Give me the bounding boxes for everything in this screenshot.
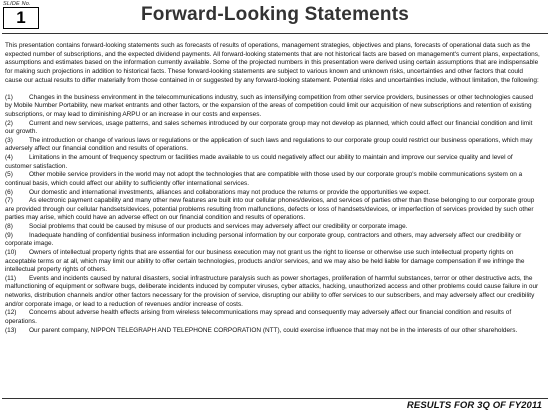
risk-item-number: (7) bbox=[5, 197, 13, 205]
disclaimer-body bbox=[5, 42, 540, 335]
risk-item-text: Current and new services, usage patterns, and sales schemes introduced by our corporate group may not develop as planned, which could affect our financial condition and limit our growth. bbox=[5, 119, 533, 136]
risk-item bbox=[5, 154, 540, 171]
risk-item-text: Owners of intellectual property rights that are essential for our business execution may not grant us the right to license or otherwise use such intellectual property rights on acceptable terms or at all, which may limit our ability to offer certain technologies, products and/or services, and we may also be held liable for damage compensation if we infringe the intellectual property rights of others. bbox=[5, 248, 525, 274]
risk-item-text: Concerns about adverse health effects arising from wireless telecommunications may spread and consequently may adversely affect our financial condition and results of operations. bbox=[5, 309, 512, 325]
risk-item bbox=[5, 137, 540, 154]
risk-item bbox=[5, 223, 540, 232]
risk-item-number: (6) bbox=[5, 188, 13, 196]
risk-item bbox=[5, 94, 540, 120]
risk-item-number: (1) bbox=[5, 93, 13, 101]
risk-item-text: The introduction or change of various laws or regulations or the application of such laws and regulations to our corporate group could restrict our business operations, which may adversely affect our financial condition and results of operations. bbox=[5, 136, 533, 153]
risk-item-number: (8) bbox=[5, 223, 13, 231]
intro-paragraph: This presentation contains forward-looking statements such as forecasts of results of operations, management strategies, objectives and plans, forecasts of operational data such as the expected number of subscriptions, and the expected dividend payments. All forward-looking statements that are not historical facts are based on management's current plans, expectations, assumptions and estimates based on the information currently available. Some of the projected numbers in this presentation were derived using certain assumptions that are indispensable for making such projections in addition to historical facts. These forward-looking statements are subject to various known and unknown risks, uncertainties and other factors that could cause our actual results to differ materially from those contained in or suggested by any forward-looking statement. Potential risks and uncertainties include, without limitation, the following: bbox=[5, 42, 540, 84]
risk-item-number: (10) bbox=[5, 248, 17, 256]
risk-item-text: Inadequate handling of confidential business information including personal information by our corporate group, contractors and others, may adversely affect our credibility or corporate image. bbox=[5, 231, 522, 248]
footer-divider bbox=[2, 398, 548, 399]
risk-item bbox=[5, 197, 540, 223]
slide-number: 1 bbox=[16, 8, 26, 27]
risk-item bbox=[5, 120, 540, 137]
risk-item-text: Other mobile service providers in the world may not adopt the technologies that are compatible with those used by our corporate group's mobile communications system on a continual basis, which could affect our ability to sufficiently offer international services. bbox=[5, 171, 523, 187]
risk-list bbox=[5, 94, 540, 336]
risk-item-text: As electronic payment capability and many other new features are built into our cellular phones/devices, and services of parties other than those belonging to our corporate group are provided through our cellular handsets/devices, potential problems resulting from malfunctions, defects or loss of handsets/devices, or imperfection of services provided by such other parties may arise, which could have an adverse effect on our financial condition and results of operations. bbox=[5, 197, 535, 222]
risk-item-number: (11) bbox=[5, 274, 16, 282]
risk-item-number: (2) bbox=[5, 119, 13, 127]
risk-item bbox=[5, 327, 540, 336]
risk-item-number: (13) bbox=[5, 326, 17, 334]
risk-item bbox=[5, 309, 540, 326]
title-divider bbox=[2, 33, 548, 34]
risk-item bbox=[5, 249, 540, 275]
risk-item-number: (3) bbox=[5, 136, 13, 144]
risk-item-number: (9) bbox=[5, 231, 13, 239]
risk-item-text: Changes in the business environment in the telecommunications industry, such as intensifying competition from other service providers, businesses or other technologies caused by Mobile Number Portability, new market entrants and other factors, or the expansion of the areas of competition could limit our acquisition of new subscriptions and retention of existing subscriptions, or may lead to diminishing ARPU or an increase in our costs and expenses. bbox=[5, 93, 534, 118]
page-title: Forward-Looking Statements bbox=[140, 4, 410, 25]
risk-item-text: Our domestic and international investments, alliances and collaborations may not produce the returns or provide the opportunities we expect. bbox=[29, 188, 431, 196]
paragraph-spacer bbox=[5, 85, 540, 94]
risk-item bbox=[5, 232, 540, 249]
risk-item-number: (4) bbox=[5, 154, 13, 162]
slide-number-label: SLIDE No. bbox=[3, 1, 31, 7]
risk-item bbox=[5, 171, 540, 188]
risk-item bbox=[5, 275, 540, 310]
risk-item-text: Events and incidents caused by natural disasters, social infrastructure paralysis such as power shortages, proliferation of harmful substances, terror or other destructive acts, the malfunctioning of equipment or software bugs, deliberate incidents induced by computer viruses, cyber attacks, hacking, unauthorized access and other problems could cause failure in our networks, distribution channels and/or other factors necessary for the provision of service, disrupting our ability to offer services to our subscribers, and may adversely affect our credibility and/or corporate image, or lead to a reduction of revenues and/or increase of costs. bbox=[5, 274, 539, 308]
risk-item-text: Our parent company, NIPPON TELEGRAPH AND TELEPHONE CORPORATION (NTT), could exercise influence that may not be in the interests of our other shareholders. bbox=[29, 326, 518, 334]
footer-caption: RESULTS FOR 3Q OF FY2011 bbox=[406, 400, 542, 411]
risk-item bbox=[5, 189, 540, 198]
risk-item-number: (12) bbox=[5, 309, 17, 317]
risk-item-number: (5) bbox=[5, 171, 13, 179]
risk-item-text: Social problems that could be caused by misuse of our products and services may adversely affect our credibility or corporate image. bbox=[29, 223, 408, 231]
risk-item-text: Limitations in the amount of frequency spectrum or facilities made available to us could negatively affect our ability to maintain and improve our service quality and level of customer satisfaction. bbox=[5, 154, 513, 170]
